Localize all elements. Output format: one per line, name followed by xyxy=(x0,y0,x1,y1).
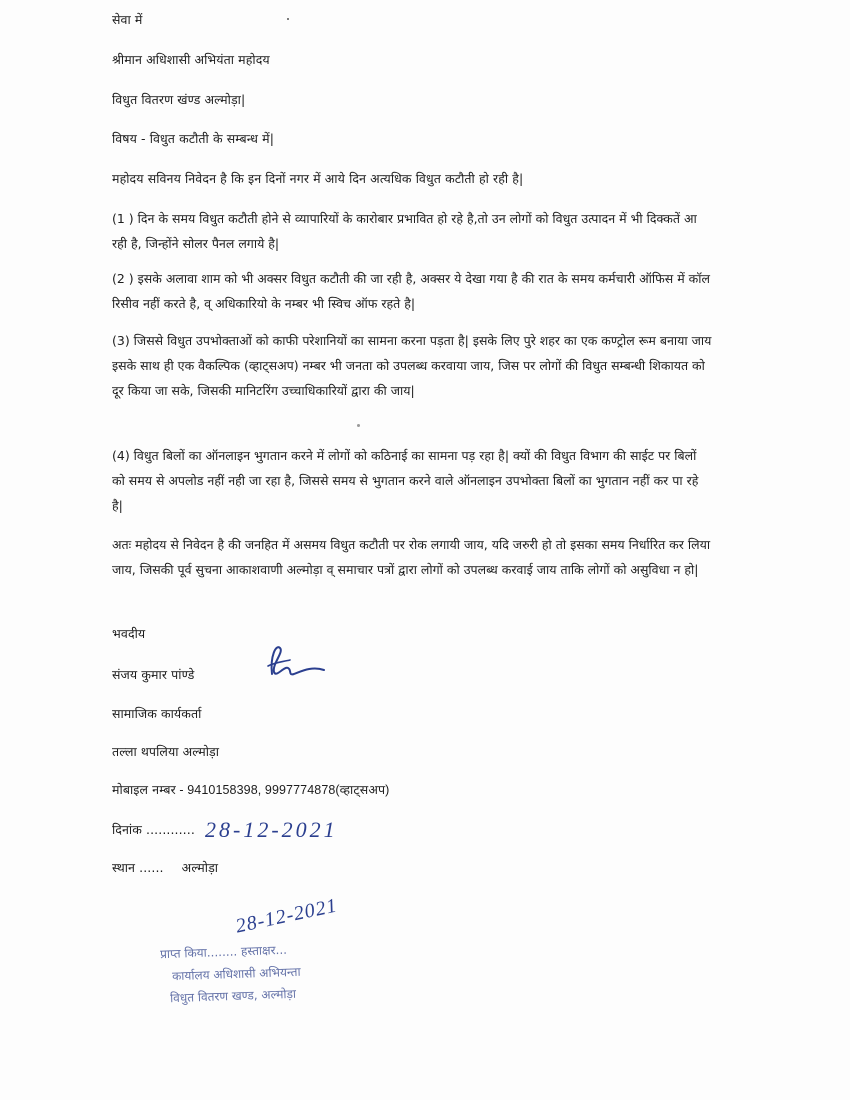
place-label: स्थान ...... xyxy=(112,860,164,875)
sender-address: तल्ला थपलिया अल्मोड़ा xyxy=(112,744,220,759)
date-label: दिनांक ............ xyxy=(112,822,195,837)
salutation-to: सेवा में xyxy=(112,12,143,27)
point-2-paragraph: (2 ) इसके अलावा शाम को भी अक्सर विधुत कटौती की जा रही है, अक्सर ये देखा गया है की रात के समय कर्मचारी ऑफिस में कॉल रिसीव नहीं करते है, व् अधिकारियो के नम्बर भी स्विच ऑफ रहते है| xyxy=(112,271,710,311)
recipient-title: श्रीमान अधिशासी अभियंता महोदय xyxy=(112,52,270,67)
received-stamp xyxy=(159,894,390,1015)
point-4-paragraph: (4) विधुत बिलों का ऑनलाइन भुगतान करने में लोगों को कठिनाई का सामना पड़ रहा है| क्यों की विधुत विभाग की साईट पर बिलों को समय से अपलोड नहीं नही जा रहा है, जिससे समय से भुगतान करने वाले ऑनलाइन उपभोक्ता बिलों का भुगतान नहीं कर पा रहे है| xyxy=(112,448,699,513)
closing-paragraph: अतः महोदय से निवेदन है की जनहित में असमय विधुत कटौती पर रोक लगायी जाय, यदि जरुरी हो तो इसका समय निर्धारित कर लिया जाय, जिसकी पूर्व सुचना आकाशवाणी अल्मोड़ा व् समाचार पत्रों द्वारा लोगों को उपलब्ध करवाई जाय ताकि लोगों को असुविधा न हो| xyxy=(112,537,711,577)
sender-name: संजय कुमार पांण्डे xyxy=(112,667,195,682)
recipient-office: विधुत वितरण खंण्ड अल्मोड़ा| xyxy=(112,92,246,107)
regards-text: भवदीय xyxy=(112,626,146,641)
mobile-row xyxy=(112,782,389,798)
stamp-line-2: कार्यालय अधिशासी अभियन्ता xyxy=(171,964,301,984)
signature-mark xyxy=(262,636,332,686)
place-row xyxy=(112,860,218,876)
mobile-value: - 9410158398, 9997774878(व्हाट्सअप) xyxy=(175,783,390,797)
sender-role: सामाजिक कार्यकर्ता xyxy=(112,706,202,721)
stamp-handwritten-date: 28-12-2021 xyxy=(233,894,340,938)
stamp-line-3: विधुत वितरण खण्ड, अल्मोड़ा xyxy=(169,986,297,1006)
paper-speck xyxy=(357,424,360,427)
stamp-line-1: प्राप्त किया........ हस्ताक्षर... xyxy=(159,942,288,962)
point-3-paragraph: (3) जिससे विधुत उपभोक्ताओं को काफी परेशानियों का सामना करना पड़ता है| इसके लिए पुरे शहर का एक कण्ट्रोल रूम बनाया जाय इसके साथ ही एक वैकल्पिक (व्हाट्सअप) नम्बर भी जनता को उपलब्ध करवाया जाय, जिस पर लोगों की विधुत सम्बन्धी शिकायत को दूर किया जा सके, जिसकी मानिटरिंग उच्चाधिकारियों द्वारा की जाय| xyxy=(112,333,712,398)
opening-paragraph: महोदय सविनय निवेदन है कि इन दिनों नगर में आये दिन अत्यधिक विधुत कटौती हो रही है| xyxy=(112,171,524,186)
paper-speck xyxy=(287,18,289,20)
mobile-label: मोबाइल नम्बर xyxy=(112,782,176,797)
place-value: अल्मोड़ा xyxy=(181,860,219,875)
handwritten-date: 28-12-2021 xyxy=(205,817,338,842)
subject-line: विषय - विधुत कटौती के सम्बन्ध में| xyxy=(112,131,275,146)
point-1-paragraph: (1 ) दिन के समय विधुत कटौती होने से व्यापारियों के कारोबार प्रभावित हो रहे है,तो उन लोगों को विधुत उत्पादन में भी दिक्कतें आ रही है, जिन्होंने सोलर पैनल लगाये है| xyxy=(112,211,697,251)
